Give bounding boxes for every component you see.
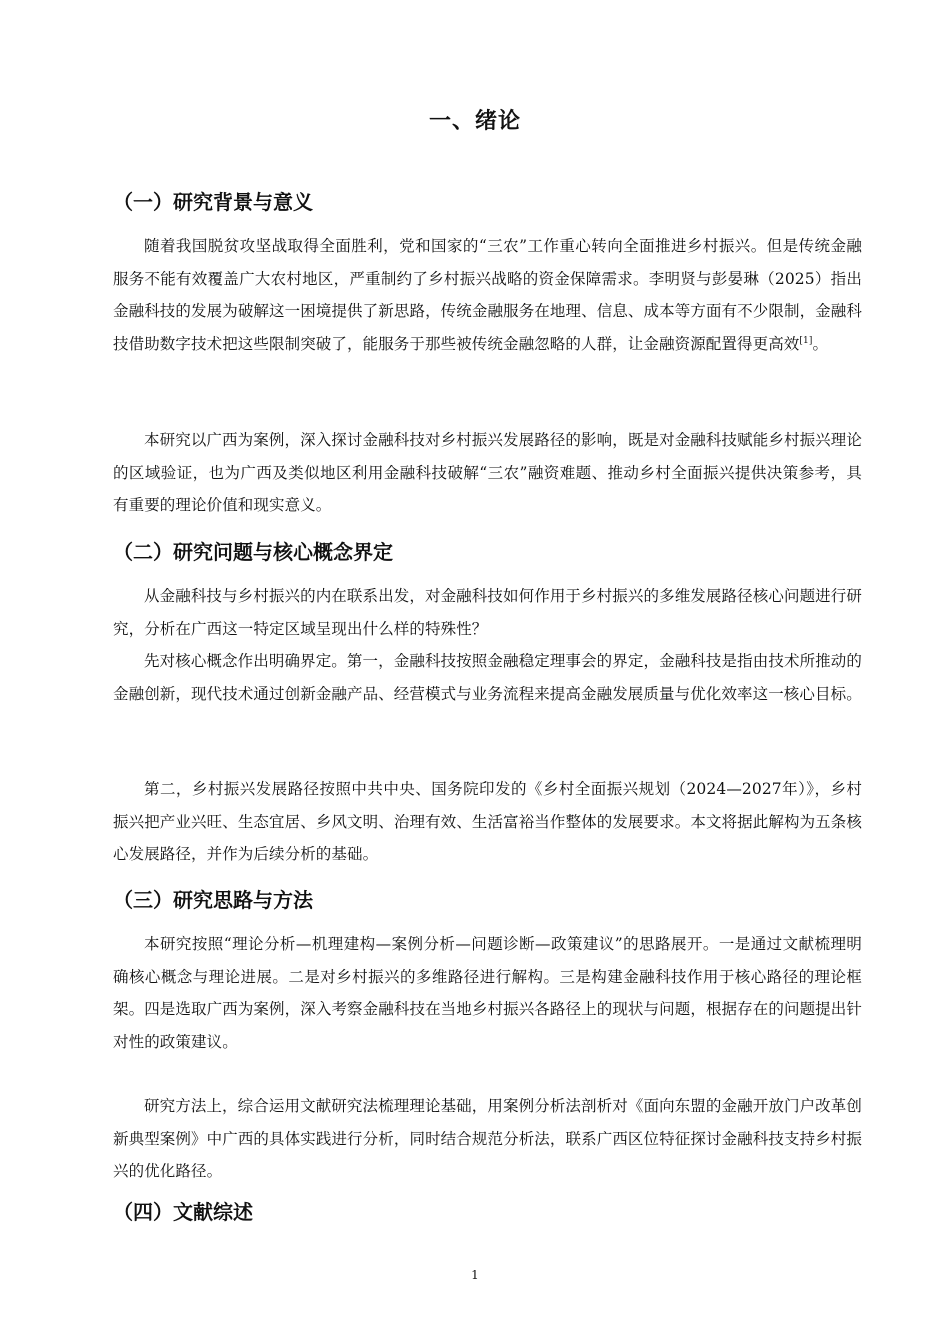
chapter-title: 一、绪论	[428, 109, 521, 134]
section-heading-literature-review: （四）文献综述	[113, 1200, 253, 1224]
paragraph: 从金融科技与乡村振兴的内在联系出发，对金融科技如何作用于乡村振兴的多维发展路径核心问题进行研究，分析在广西这一特定区域呈现出什么样的特殊性？	[113, 587, 862, 638]
paragraph-tail: 。	[812, 334, 829, 353]
section-heading-research-questions: （二）研究问题与核心概念界定	[113, 540, 393, 564]
paragraph	[113, 230, 862, 360]
citation-reference[interactable]: [1]	[799, 335, 813, 346]
paragraph-text: 随着我国脱贫攻坚战取得全面胜利，党和国家的“三农”工作重心转向全面推进乡村振兴。但是传统金融服务不能有效覆盖广大农村地区，严重制约了乡村振兴战略的资金保障需求。李明贤与彭晏琳（2025）指出金融科技的发展为破解这一困境提供了新思路，传统金融服务在地理、信息、成本等方面有不少限制，金融科技借助数字技术把这些限制突破了，能服务于那些被传统金融忽略的人群，让金融资源配置得更高效	[113, 237, 862, 353]
paragraph: 研究方法上，综合运用文献研究法梳理理论基础，用案例分析法剖析对《面向东盟的金融开放门户改革创新典型案例》中广西的具体实践进行分析，同时结合规范分析法，联系广西区位特征探讨金融科技支持乡村振兴的优化路径。	[113, 1097, 862, 1180]
paragraph: 先对核心概念作出明确界定。第一，金融科技按照金融稳定理事会的界定，金融科技是指由技术所推动的金融创新，现代技术通过创新金融产品、经营模式与业务流程来提高金融发展质量与优化效率这一核心目标。	[113, 652, 862, 703]
paragraph: 本研究按照“理论分析—机理建构—案例分析—问题诊断—政策建议”的思路展开。一是通过文献梳理明确核心概念与理论进展。二是对乡村振兴的多维路径进行解构。三是构建金融科技作用于核心路径的理论框架。四是选取广西为案例，深入考察金融科技在当地乡村振兴各路径上的现状与问题，根据存在的问题提出针对性的政策建议。	[113, 935, 862, 1051]
page-number: 1	[471, 1268, 479, 1282]
paragraph: 第二，乡村振兴发展路径按照中共中央、国务院印发的《乡村全面振兴规划（2024—2027年）》，乡村振兴把产业兴旺、生态宜居、乡风文明、治理有效、生活富裕当作整体的发展要求。本文将据此解构为五条核心发展路径，并作为后续分析的基础。	[113, 780, 862, 863]
paragraph: 本研究以广西为案例，深入探讨金融科技对乡村振兴发展路径的影响，既是对金融科技赋能乡村振兴理论的区域验证，也为广西及类似地区利用金融科技破解“三农”融资难题、推动乡村全面振兴提供决策参考，具有重要的理论价值和现实意义。	[113, 431, 862, 514]
section-heading-approach-methods: （三）研究思路与方法	[113, 888, 313, 912]
section-heading-background: （一）研究背景与意义	[113, 190, 313, 214]
